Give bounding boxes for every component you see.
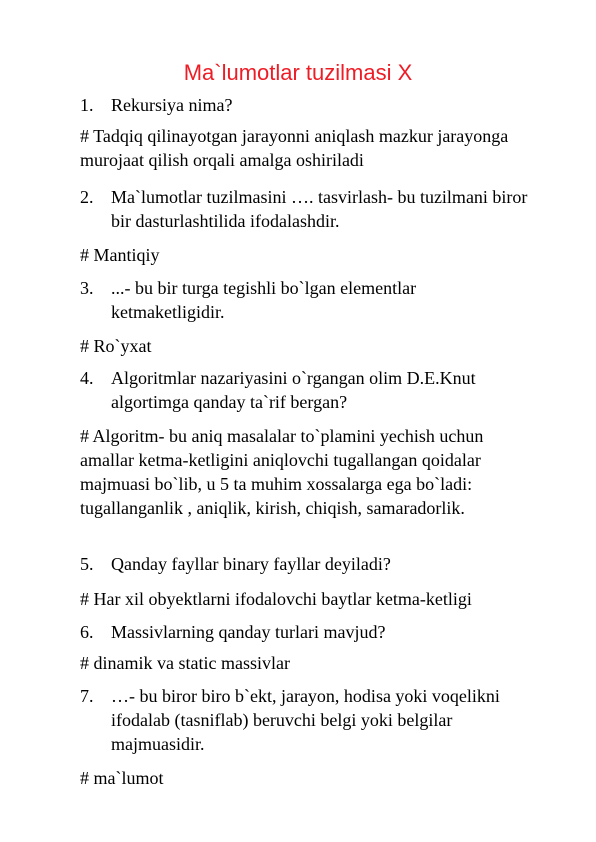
question-number: 6. (80, 622, 94, 642)
question-4 (80, 366, 530, 414)
answer-5: # Har xil obyektlarni ifodalovchi baytlar ketma-ketligi (80, 589, 472, 609)
answer-1: # Tadqiq qilinayotgan jarayonni aniqlash mazkur jarayonga murojaat qilish orqali amalga oshiriladi (80, 126, 509, 170)
question-text: Algoritmlar nazariyasini o`rgangan olim D.E.Knut algortimga qanday ta`rif bergan? (111, 368, 476, 412)
question-number: 4. (80, 368, 94, 388)
document-title: Ma`lumotlar tuzilmasi X (183, 60, 413, 85)
question-1 (80, 93, 530, 117)
question-text: Massivlarning qanday turlari mavjud? (111, 622, 386, 642)
question-number: 1. (80, 95, 94, 115)
question-6 (80, 620, 530, 644)
question-number: 7. (80, 686, 94, 706)
question-text: Ma`lumotlar tuzilmasini …. tasvirlash- bu tuzilmani biror bir dasturlashtilida ifodalashdir. (111, 187, 528, 231)
question-number: 2. (80, 187, 94, 207)
question-number: 3. (80, 278, 94, 298)
answer-3: # Ro`yxat (80, 336, 152, 356)
question-5 (80, 552, 530, 576)
question-2 (80, 185, 530, 233)
question-3 (80, 276, 530, 324)
question-text: Rekursiya nima? (111, 95, 233, 115)
answer-2: # Mantiqiy (80, 245, 160, 265)
question-text: Qanday fayllar binary fayllar deyiladi? (111, 554, 391, 574)
answer-6: # dinamik va static massivlar (80, 653, 290, 673)
question-7 (80, 684, 530, 756)
answer-4: # Algoritm- bu aniq masalalar to`plamini yechish uchun amallar ketma-ketligini aniqlovchi tugallangan qoidalar majmuasi bo`lib, u 5 ta muhim xossalarga ega bo`ladi: tugallanganlik , aniqlik, kirish, chiqish, samaradorlik. (80, 426, 484, 518)
question-text: …- bu biror biro b`ekt, jarayon, hodisa yoki voqelikni ifodalab (tasniflab) beruvchi belgi yoki belgilar majmuasidir. (111, 686, 500, 754)
question-number: 5. (80, 554, 94, 574)
answer-7: # ma`lumot (80, 768, 164, 788)
question-text: ...- bu bir turga tegishli bo`lgan elementlar ketmaketligidir. (111, 278, 417, 322)
